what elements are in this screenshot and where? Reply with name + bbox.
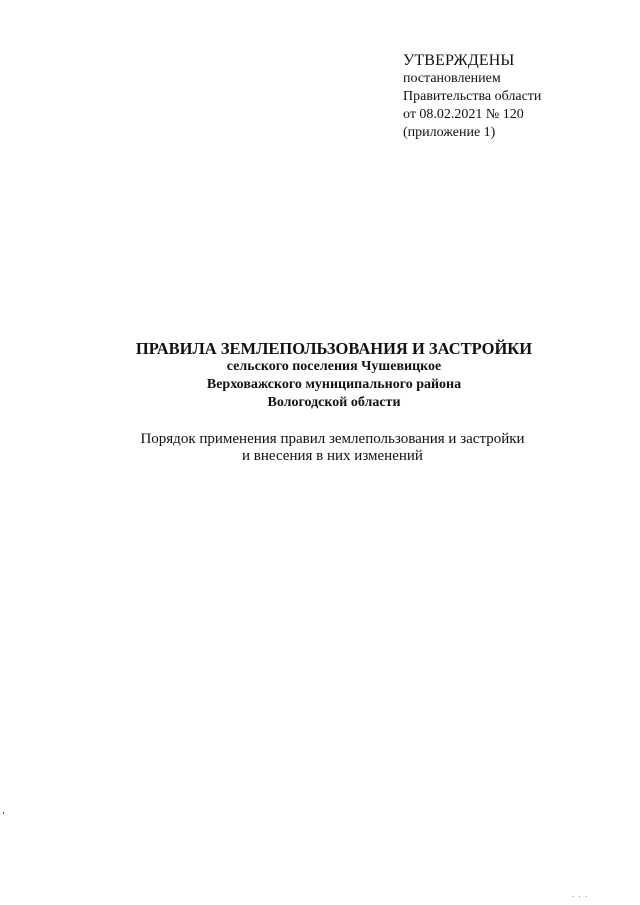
subtitle-line: Порядок применения правил землепользования и застройки [140, 431, 525, 447]
document-title-block [0, 339, 640, 412]
scan-speck [3, 812, 4, 814]
approval-stamp [403, 52, 623, 142]
region-name: Вологодской области [267, 395, 401, 410]
approval-heading: УТВЕРЖДЕНЫ [403, 52, 515, 69]
corner-mark: · · · [572, 893, 589, 901]
subtitle-line: и внесения в них изменений [242, 448, 423, 464]
approval-appendix: (приложение 1) [403, 125, 496, 140]
document-title: ПРАВИЛА ЗЕМЛЕПОЛЬЗОВАНИЯ И ЗАСТРОЙКИ [135, 339, 533, 358]
settlement-name: сельского поселения Чушевицкое [226, 359, 442, 374]
approval-date-number: от 08.02.2021 № 120 [403, 107, 524, 122]
approval-line: Правительства области [403, 89, 542, 104]
district-name: Верховажского муниципального района [206, 377, 462, 392]
approval-line: постановлением [403, 71, 501, 86]
document-subtitle [0, 431, 640, 465]
